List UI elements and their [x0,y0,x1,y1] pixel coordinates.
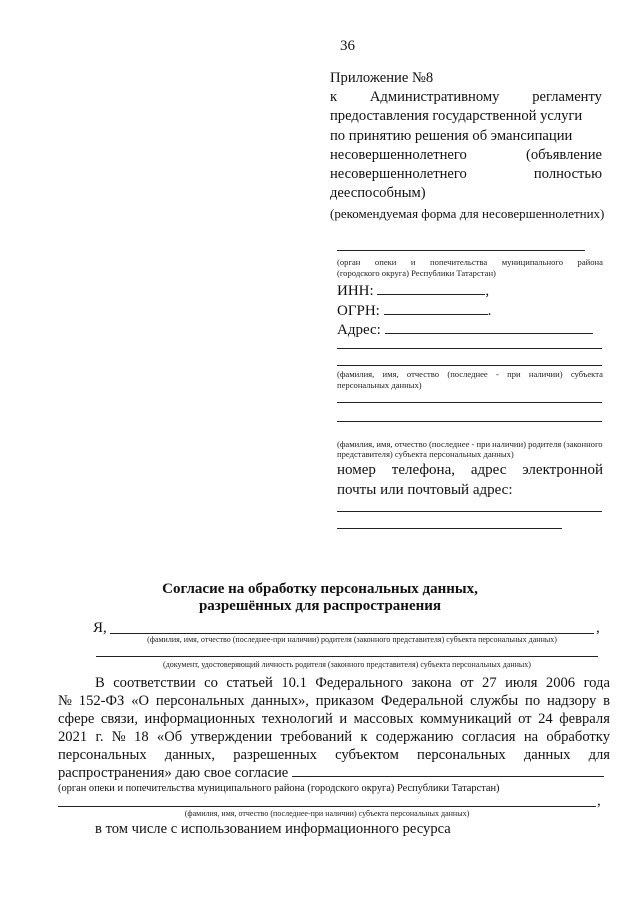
parent-caption-cont: представителя) субъекта персональных данных) [337,449,514,459]
consent-paragraph [58,674,610,782]
contact-line: номер телефона, адрес электронной [337,462,603,478]
paragraph-last-line: в том числе с использованием информационного ресурса [95,821,451,837]
annex-line: несовершеннолетнего (объявление [330,146,602,163]
contact-block [337,460,603,500]
inn-label: ИНН: [337,283,374,299]
subject-comma: , [597,793,601,809]
ogrn-label: ОГРН: [337,303,380,319]
ya-label: Я, [93,620,107,636]
form-recommendation-note: (рекомендуемая форма для несовершеннолетних) [330,206,605,221]
subject-fill-line [337,365,602,366]
paragraph-line: персональных данных, разрешенных субъектом персональных данных для [58,747,610,763]
ogrn-fill-line [384,302,488,315]
authority-fill-line [292,764,604,777]
annex-title: Приложение №8 [330,70,434,86]
consent-title-cont: разрешённых для распространения [198,598,442,614]
contact-fill-line [337,511,602,512]
authority-caption: (орган опеки и попечительства муниципального района [337,257,603,267]
address-field [337,321,593,339]
caption-parent: (фамилия, имя, отчество (последнее-при наличии) родителя (законного представителя) субъекта персональных данных) [147,635,557,644]
authority-fill-line [337,250,585,251]
paragraph-line: 2021 г. № 18 «Об утверждении требований к содержанию согласия на обработку [58,729,610,745]
paragraph-line: В соответствии со статьей 10.1 Федерального закона от 27 июля 2006 года [95,675,610,691]
parent-fill-line-2 [337,421,602,422]
contact-fill-line-2 [337,528,562,529]
document-fill-line [96,656,598,657]
ogrn-field: ОГРН: . [337,303,492,319]
page-number: 36 [340,38,355,54]
annex-line: по принятию решения об эмансипации [330,127,573,144]
address-fill-line [385,321,593,334]
address-label: Адрес: [337,322,381,338]
annex-block [330,69,602,203]
consent-title: Согласие на обработку персональных данных, [162,581,478,597]
annex-line: к Административному регламенту [330,89,602,106]
contact-line: почты или почтовый адрес: [337,482,513,498]
subject-caption: (фамилия, имя, отчество (последнее - при наличии) субъекта [337,369,603,379]
annex-line: несовершеннолетнего полностью [330,165,602,182]
authority-caption-cont: (городского округа) Республики Татарстан) [337,268,496,278]
address-fill-line-2 [337,348,602,349]
subject-fill-line [58,806,596,807]
caption-authority: (орган опеки и попечительства муниципального района (городского округа) Республики Татарстан) [58,783,500,794]
parent-fill-line [337,402,602,403]
paragraph-line: распространения» даю свое согласие [58,764,610,782]
inn-field: ИНН: , [337,283,490,299]
caption-document: (документ, удостоверяющий личность родителя (законного представителя) субъекта персональных данных) [163,660,531,669]
subject-caption-cont: персональных данных) [337,380,422,390]
annex-line: предоставления государственной услуги [330,108,583,125]
inn-fill-line [377,282,485,295]
parent-caption: (фамилия, имя, отчество (последнее - при наличии) родителя (законного [337,439,603,449]
annex-line: дееспособным) [330,185,426,202]
paragraph-line: сфере связи, информационных технологий и массовых коммуникаций от 24 февраля [58,711,610,727]
caption-subject: (фамилия, имя, отчество (последнее-при наличии) субъекта персональных данных) [184,809,470,818]
paragraph-line: № 152-ФЗ «О персональных данных», приказом Федеральной службы по надзору в [58,693,610,709]
ya-comma: , [596,620,600,636]
